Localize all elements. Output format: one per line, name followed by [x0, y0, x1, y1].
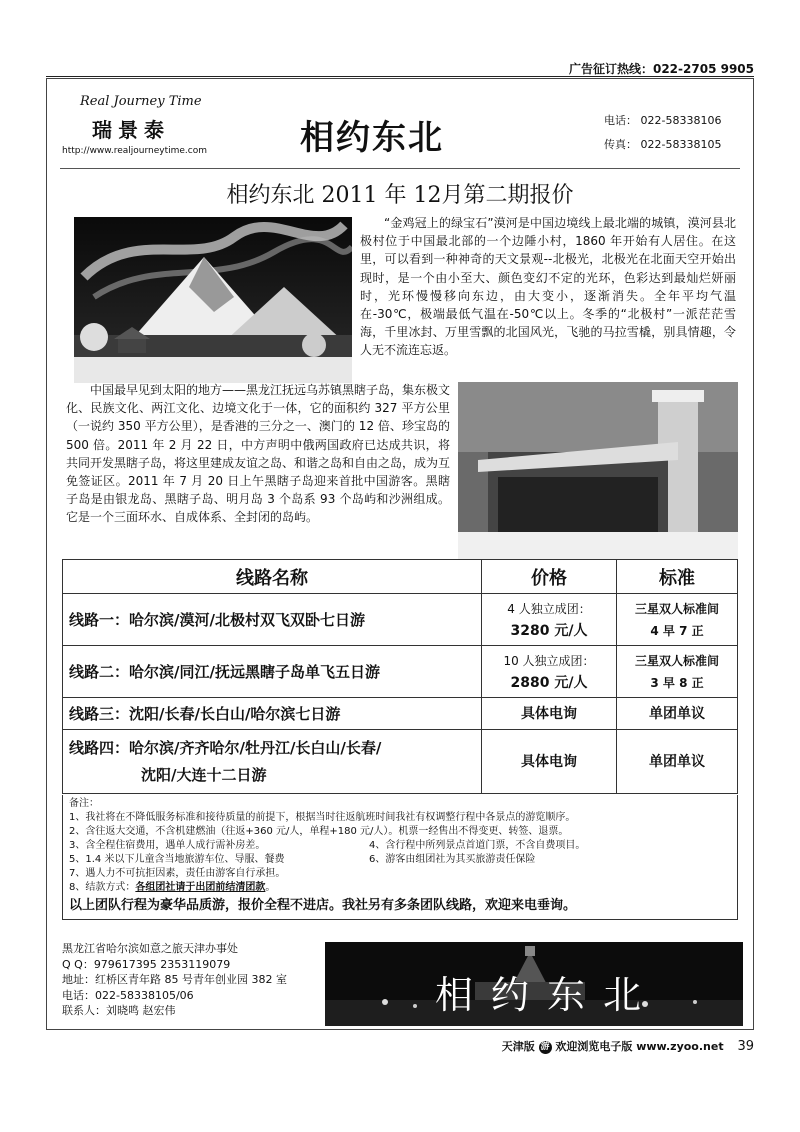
office-address: 地址：红桥区青年路 85 号青年创业园 382 室 [62, 973, 287, 986]
route-2-standard [617, 646, 738, 698]
note-6: 6、游客由组团社为其买旅游责任保险 [369, 854, 536, 865]
banner-title: 相约东北 [435, 973, 660, 1017]
table-row [63, 646, 738, 698]
header-price: 价格 [482, 560, 617, 594]
route-1-hotel: 三星双人标准间 [634, 601, 719, 616]
footer [502, 1038, 754, 1054]
route-2-price-value: 2880 元/人 [510, 674, 588, 691]
route-4-name [63, 730, 482, 794]
route-3-name: 线路三：沈阳/长春/长白山/哈尔滨七日游 [63, 698, 482, 730]
route-4-name-line2: 沈阳/大连十二日游 [141, 765, 267, 784]
footer-edition: 天津版 [501, 1040, 535, 1053]
route-2-name: 线路二：哈尔滨/同江/抚远黑瞎子岛单飞五日游 [63, 646, 482, 698]
route-2-hotel: 三星双人标准间 [634, 653, 719, 668]
footer-web-text: 欢迎浏览电子版 www.zyoo.net [555, 1040, 724, 1053]
header-phone: 电话： 022-58338106 [604, 114, 722, 127]
note-3: 3、含全程住宿费用，遇单人成行需补房差。 [69, 840, 266, 851]
note-7: 7、遇人力不可抗拒因素，责任由游客自行承担。 [69, 868, 286, 879]
header-route-name: 线路名称 [63, 560, 482, 594]
page-number: 39 [737, 1039, 754, 1054]
company-url: http://www.realjourneytime.com [62, 146, 207, 156]
office-contacts: 联系人：刘晓鸣 赵宏伟 [62, 1004, 176, 1017]
note-2: 2、含往返大交通，不含机建燃油（往返+360 元/人，单程+180 元/人）。机票一经售出不得变更、转签、退票。 [69, 826, 569, 837]
top-rule [46, 76, 754, 77]
closing-statement: 以上团队行程为豪华品质游，报价全程不进店。我社另有多条团队线路，欢迎来电垂询。 [69, 898, 577, 913]
route-4-name-line1: 线路四：哈尔滨/齐齐哈尔/牡丹江/长白山/长春/ [69, 738, 382, 757]
route-1-name: 线路一：哈尔滨/漠河/北极村双飞双卧七日游 [63, 594, 482, 646]
night-banner-image [325, 942, 743, 1026]
note-5: 5、1.4 米以下儿童含当地旅游车位、导服、餐费 [69, 854, 285, 865]
route-3-standard: 单团单议 [617, 698, 738, 730]
route-1-meals: 4 早 7 正 [650, 623, 704, 638]
note-row-3-4 [69, 839, 731, 853]
notes-label: 备注： [69, 798, 99, 809]
mohe-intro-paragraph: “金鸡冠上的绿宝石”漠河是中国边境线上最北端的城镇，漠河县北极村位于中国最北部的一个边陲小村，1860 年开始有人居住。在这里，可以看到一种神奇的天文景观--北极光，北极光在北面天空开始出现时，是一个由小至大、颜色变幻不定的光环，色彩达到最灿烂妍丽时，光环慢慢移向东边，由大变小，逐渐消失。全年平均气温在-30℃，极端最低气温在-50℃以上。冬季的“北极村”一派茫茫雪海，千里冰封、万里雪飘的北国风光，飞驰的马拉雪橇，别具情趣，令人无不流连忘返。 [360, 216, 736, 358]
route-3-price: 具体电询 [482, 698, 617, 730]
note-8-prefix: 8、结款方式： [69, 882, 136, 893]
route-2-price [482, 646, 617, 698]
route-2-group: 10 人独立成团： [503, 653, 595, 668]
logo-english: Real Journey Time [80, 94, 202, 109]
note-1: 1、我社将在不降低服务标准和接待质量的前提下，根据当时往返航班时间我社有权调整行程中各景点的游览顺序。 [69, 812, 576, 823]
header-standard: 标准 [617, 560, 738, 594]
table-row [63, 594, 738, 646]
header-fax: 传真： 022-58338105 [604, 138, 722, 151]
table-header-row [63, 560, 738, 594]
route-2-meals: 3 早 8 正 [650, 675, 704, 690]
footer-badge-icon: 游 [540, 1041, 550, 1052]
table-row [63, 698, 738, 730]
route-4-price: 具体电询 [482, 730, 617, 794]
note-row-5-6 [69, 853, 731, 867]
route-1-price-value: 3280 元/人 [510, 622, 588, 639]
note-8 [69, 881, 731, 895]
header-divider [60, 168, 740, 169]
ad-hotline: 广告征订热线：022-2705 9905 [568, 62, 754, 76]
route-1-standard [617, 594, 738, 646]
page-title: 相约东北 [300, 118, 444, 158]
heixiazi-island-paragraph: 中国最早见到太阳的地方——黑龙江抚远乌苏镇黑瞎子岛，集东极文化、民族文化、两江文化、边境文化于一体，它的面积约 327 平方公里（一说约 350 平方公里），是香港的三分之一、澳门的 12 倍、珍宝岛的 500 倍。2011 年 2 月 22 日，中方声明中俄两国政府已达成共识，将共同开发黑瞎子岛，将这里建成友谊之岛、和谐之岛和自由之岛，成为互免签证区。2011 年 7 月 20 日上午黑瞎子岛迎来首批中国游客。黑瞎子岛是由银龙岛、黑瞎子岛、明月岛 3 个岛系 93 个岛屿和沙洲组成。它是一个三面环水、自成体系、全封闭的岛屿。 [66, 383, 451, 525]
office-phone: 电话：022-58338105/06 [62, 988, 194, 1002]
table-row [63, 730, 738, 794]
note-8-underlined: 各组团社请于出团前结清团款 [135, 882, 266, 893]
note-4: 4、含行程中所列景点首道门票，不含自费项目。 [369, 840, 586, 851]
office-contact-block [62, 941, 287, 1019]
office-name: 黑龙江省哈尔滨如意之旅天津办事处 [62, 942, 238, 955]
route-price-table [62, 559, 738, 794]
route-1-group: 4 人独立成团： [507, 601, 591, 616]
aurora-mountain-photo [74, 217, 352, 383]
logo-chinese: 瑞景泰 [92, 118, 170, 142]
route-4-standard: 单团单议 [617, 730, 738, 794]
note-8-suffix: 。 [265, 882, 276, 893]
issue-title: 相约东北 2011 年 12月第二期报价 [226, 183, 574, 208]
office-qq: Q Q：979617395 2353119079 [62, 957, 231, 971]
route-1-price [482, 594, 617, 646]
notes-box [62, 795, 738, 920]
heixiazi-building-photo [458, 382, 738, 559]
